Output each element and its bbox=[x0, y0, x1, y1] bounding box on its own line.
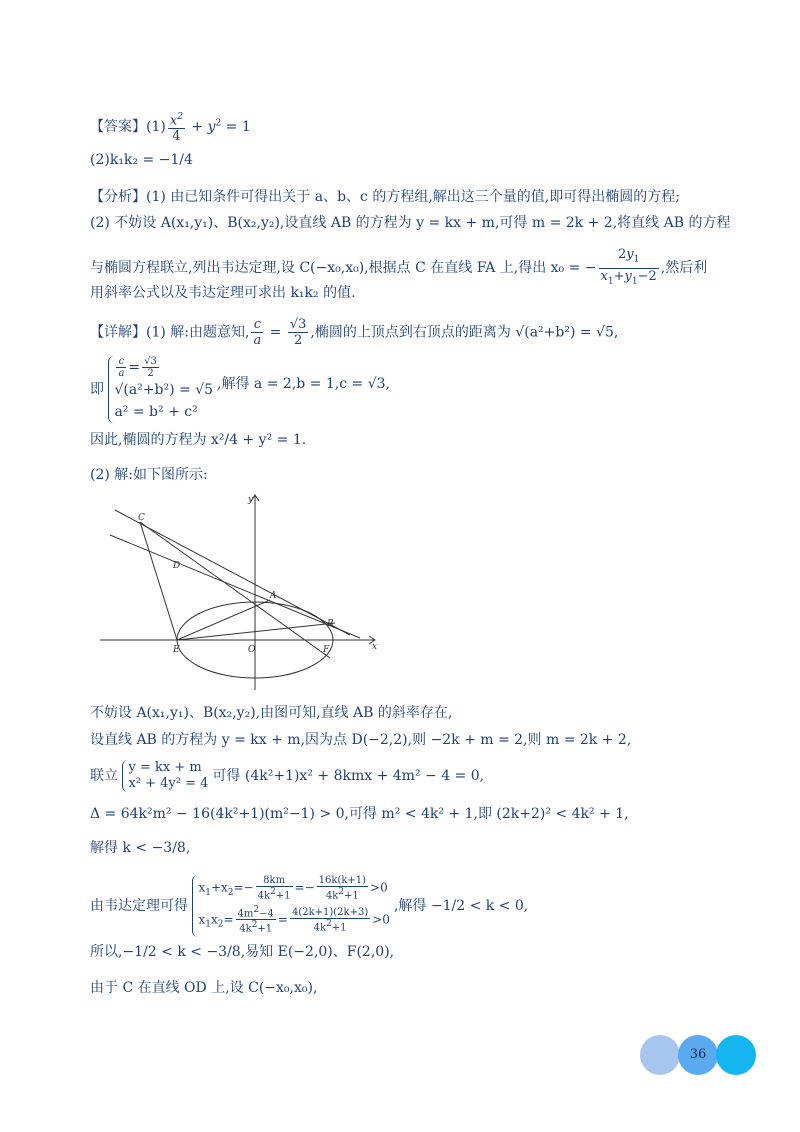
line-e-a bbox=[177, 600, 270, 640]
label-x: x bbox=[372, 642, 378, 652]
delta-line bbox=[90, 804, 740, 824]
analysis-text-2: (2) 不妨设 A(x₁,y₁)、B(x₂,y₂),设直线 AB 的方程为 y = kx + m,可得 m = 2k + 2,将直线 AB 的方程 bbox=[90, 215, 731, 231]
sys1-l2: √(a²+b²) = √5 bbox=[114, 382, 214, 398]
badge-circle-left bbox=[640, 1035, 680, 1075]
analysis-text-1: (1) 由已知条件可得出关于 a、b、c 的方程组,解出这三个量的值,即可得出椭圆的方程; bbox=[146, 189, 680, 205]
assume-text: 不妨设 A(x₁,y₁)、B(x₂,y₂),由图可知,直线 AB 的斜率存在, bbox=[90, 705, 453, 721]
sys2-after: 可得 (4k²+1)x² + 8kmx + 4m² − 4 = 0, bbox=[212, 768, 485, 784]
label-c: C bbox=[138, 513, 145, 523]
label-d: D bbox=[173, 561, 181, 571]
line-e-b bbox=[177, 623, 335, 640]
therefore-line bbox=[90, 430, 740, 450]
system-1 bbox=[90, 356, 740, 423]
detail-line-1: 【详解】(1) 解:由题意知, $\frac{c}{a}$ = $\frac{√3}{2}$ ,椭圆的上顶点到右顶点的距离为 √(a²+b²) = √5, bbox=[90, 317, 619, 348]
system-3-brace: $x_1+x_2=-$ $\frac{8km}{4k^2+1}$ =− $\frac{16k(k+1)}{4k^2+1}$ >0 $x_1x_2=$ $\frac{4m^2-4}{4k^2+1}$ = $\frac{4(2k+1)(2k+3)}{4k^2+1}$ >0 bbox=[192, 875, 390, 937]
analysis-line-2 bbox=[90, 213, 740, 233]
analysis-text-3b: ,然后利 bbox=[660, 260, 708, 277]
ellipse-figure bbox=[95, 490, 395, 695]
ji-label: 即 bbox=[90, 381, 104, 398]
c-text: 由于 C 在直线 OD 上,设 C(−x₀,x₀), bbox=[90, 980, 318, 996]
system-1-brace: $\frac{c}{a}$ = $\frac{√3}{2}$ √(a²+b²) = √5 a² = b² + c² bbox=[108, 356, 213, 423]
answer-tag: 【答案】 bbox=[90, 119, 146, 136]
page-number: 36 bbox=[689, 1047, 707, 1062]
sys3-after: ,解得 −1/2 < k < 0, bbox=[393, 897, 529, 914]
answer-line-2 bbox=[90, 150, 740, 170]
lianli-label: 联立 bbox=[90, 768, 118, 784]
so-line bbox=[90, 942, 740, 962]
solve-text: 解得 k < −3/8, bbox=[90, 840, 191, 856]
label-b: B bbox=[327, 619, 334, 629]
sys2-l2: x² + 4y² = 4 bbox=[128, 776, 209, 791]
analysis-text-3a: 与椭圆方程联立,列出韦达定理,设 C(−x₀,x₀),根据点 C 在直线 FA 上,得出 x₀ = − bbox=[90, 260, 597, 277]
system-2 bbox=[90, 760, 740, 792]
delta-text: Δ = 64k²m² − 16(4k²+1)(m²−1) > 0,可得 m² < 4k² + 1,即 (2k+2)² < 4k² + 1, bbox=[90, 806, 629, 822]
analysis-line-4 bbox=[90, 283, 740, 303]
therefore-text: 因此,椭圆的方程为 x²/4 + y² = 1. bbox=[90, 432, 307, 448]
answer-frac: $\frac{x^2}{4}$ bbox=[169, 112, 183, 145]
set-line bbox=[90, 730, 740, 750]
detail-tag: 【详解】 bbox=[90, 324, 146, 341]
answer-part1-prefix: (1) bbox=[146, 119, 166, 136]
label-y: y bbox=[248, 495, 254, 505]
answer-line-1: 【答案】(1) $\frac{x^2}{4}$ + $y^2 = 1$ bbox=[90, 112, 251, 145]
c-over-a: $\frac{c}{a}$ bbox=[253, 317, 262, 348]
line-c-f bbox=[140, 522, 330, 658]
detail-text-1b: ,椭圆的上顶点到右顶点的距离为 √(a²+b²) = √5, bbox=[310, 324, 619, 341]
label-o: O bbox=[248, 645, 256, 655]
badge-circle-right bbox=[716, 1035, 756, 1075]
c-line bbox=[90, 978, 740, 998]
label-e: E bbox=[173, 645, 180, 655]
detail-text-1a: (1) 解:由题意知, bbox=[146, 324, 250, 341]
sys2-l1: y = kx + m bbox=[128, 760, 202, 775]
weida-label: 由韦达定理可得 bbox=[90, 897, 188, 914]
analysis-line-1 bbox=[90, 187, 740, 207]
analysis-text-4: 用斜率公式以及韦达定理可求出 k₁k₂ 的值. bbox=[90, 285, 356, 301]
line-d-b bbox=[110, 535, 360, 638]
label-a: A bbox=[270, 591, 277, 601]
assume-line bbox=[90, 703, 740, 723]
sys1-after: ,解得 a = 2,b = 1,c = √3, bbox=[217, 375, 390, 392]
part2-title: (2) 解:如下图所示: bbox=[90, 467, 208, 483]
set-text: 设直线 AB 的方程为 y = kx + m,因为点 D(−2,2),则 −2k + m = 2,则 m = 2k + 2, bbox=[90, 732, 632, 748]
sqrt3-over-2: $\frac{√3}{2}$ bbox=[289, 317, 307, 348]
part2-title-line bbox=[90, 465, 740, 485]
so-text: 所以,−1/2 < k < −3/8,易知 E(−2,0)、F(2,0), bbox=[90, 944, 395, 960]
analysis-tag: 【分析】 bbox=[90, 189, 146, 205]
system-2-brace bbox=[122, 760, 208, 792]
system-3 bbox=[90, 875, 740, 937]
solve-line bbox=[90, 838, 740, 858]
answer-part2: (2)k₁k₂ = −1/4 bbox=[90, 152, 193, 168]
page-badge bbox=[640, 1035, 760, 1077]
x0-frac: $\frac{2y_1}{x_1+y_1-2}$ bbox=[600, 247, 657, 287]
sys1-l3: a² = b² + c² bbox=[114, 404, 198, 420]
label-f: F bbox=[323, 645, 330, 655]
